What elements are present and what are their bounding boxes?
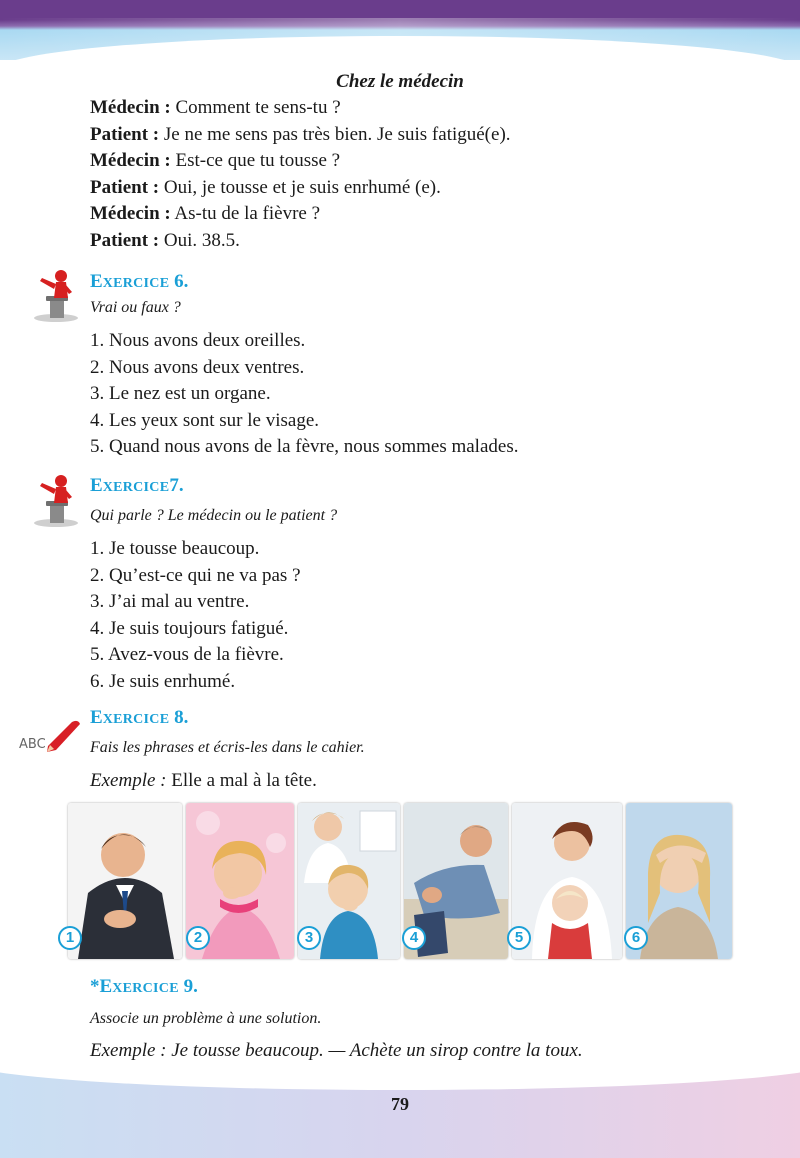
heading-star: * — [90, 976, 100, 997]
heading-initial: E — [90, 475, 103, 496]
speaker-label: Médecin : — [90, 203, 171, 224]
photo-number-badge: 2 — [186, 926, 210, 950]
dialog-text: Oui, je tousse et je suis enrhumé (e). — [159, 176, 441, 198]
dialog-line — [90, 175, 511, 202]
heading-number: 8. — [169, 707, 189, 728]
speaker-label: Médecin : — [90, 150, 171, 171]
list-item: 4. Les yeux sont sur le visage. — [90, 409, 320, 431]
list-item: 1. Je tousse beaucoup. — [90, 538, 260, 559]
heading-initial: E — [90, 271, 103, 292]
dialog-text: Je ne me sens pas très bien. Je suis fatigué(e). — [159, 123, 511, 145]
speaker-at-podium-icon — [32, 268, 82, 324]
exercise-6-list — [90, 328, 518, 461]
dialog-line — [90, 148, 511, 175]
list-item: 1. Nous avons deux oreilles. — [90, 330, 306, 351]
list-item: 2. Qu’est-ce qui ne va pas ? — [90, 564, 301, 586]
heading-smallcaps: XERCICE — [102, 480, 170, 495]
exercise-9-heading — [90, 976, 198, 998]
abc-label: ABC — [19, 737, 46, 752]
dialog-text: As-tu de la fièvre ? — [170, 203, 321, 224]
heading-number: 7. — [169, 475, 184, 496]
exercise-8-example — [90, 770, 317, 792]
exercise-7-heading — [90, 475, 184, 497]
exercise-7-instruction: Qui parle ? Le médecin ou le patient ? — [90, 507, 338, 524]
exercise-8-instruction: Fais les phrases et écris-les dans le cahier. — [90, 739, 365, 756]
dialog — [90, 95, 511, 254]
dialog-line — [90, 122, 511, 149]
exercise-6-heading — [90, 271, 188, 293]
heading-initial: E — [99, 976, 113, 997]
photo-number-badge: 1 — [58, 926, 82, 950]
photo-number-badge: 5 — [507, 926, 531, 950]
example-text: Elle a mal à la tête. — [166, 770, 317, 791]
heading-initial: E — [90, 707, 103, 728]
heading-number: 9. — [178, 976, 198, 997]
photo-boy-stomach-ache — [68, 803, 182, 959]
heading-smallcaps: XERCICE — [112, 981, 179, 996]
exercise-9-example: Exemple : Je tousse beaucoup. — Achète un sirop contre la toux. — [90, 1040, 583, 1061]
exercise-7-list — [90, 536, 301, 695]
dialog-line — [90, 201, 511, 228]
speaker-label: Patient : — [90, 229, 160, 251]
exercise-9-instruction: Associe un problème à une solution. — [90, 1010, 322, 1027]
example-label: Exemple : — [90, 770, 167, 791]
pencil-abc-icon — [18, 718, 82, 754]
photo-number-badge: 3 — [297, 926, 321, 950]
list-item: 3. J’ai mal au ventre. — [90, 591, 250, 612]
heading-smallcaps: XERCICE — [102, 276, 170, 291]
dialog-line — [90, 95, 511, 122]
list-item: 4. Je suis toujours fatigué. — [90, 617, 289, 639]
dialog-text: Comment te sens-tu ? — [170, 97, 341, 118]
heading-smallcaps: XERCICE — [102, 712, 170, 727]
speaker-label: Patient : — [90, 123, 160, 145]
photo-number-badge: 6 — [624, 926, 648, 950]
exercise-6-instruction: Vrai ou faux ? — [90, 299, 181, 316]
speaker-label: Patient : — [90, 176, 160, 198]
list-item: 2. Nous avons deux ventres. — [90, 356, 305, 378]
list-item: 5. Quand nous avons de la fèvre, nous sommes malades. — [90, 436, 519, 457]
exercise-8-heading — [90, 707, 188, 729]
dialog-line — [90, 228, 511, 255]
speaker-label: Médecin : — [90, 97, 171, 118]
dialog-text: Est-ce que tu tousse ? — [170, 150, 341, 171]
speaker-at-podium-icon — [32, 473, 82, 529]
heading-number: 6. — [169, 271, 189, 292]
list-item: 5. Avez-vous de la fièvre. — [90, 644, 284, 665]
list-item: 6. Je suis enrhumé. — [90, 670, 236, 692]
list-item: 3. Le nez est un organe. — [90, 383, 271, 404]
page-title: Chez le médecin — [336, 71, 464, 92]
dialog-text: Oui. 38.5. — [159, 229, 240, 251]
photo-number-badge: 4 — [402, 926, 426, 950]
page-number: 79 — [391, 1094, 409, 1114]
